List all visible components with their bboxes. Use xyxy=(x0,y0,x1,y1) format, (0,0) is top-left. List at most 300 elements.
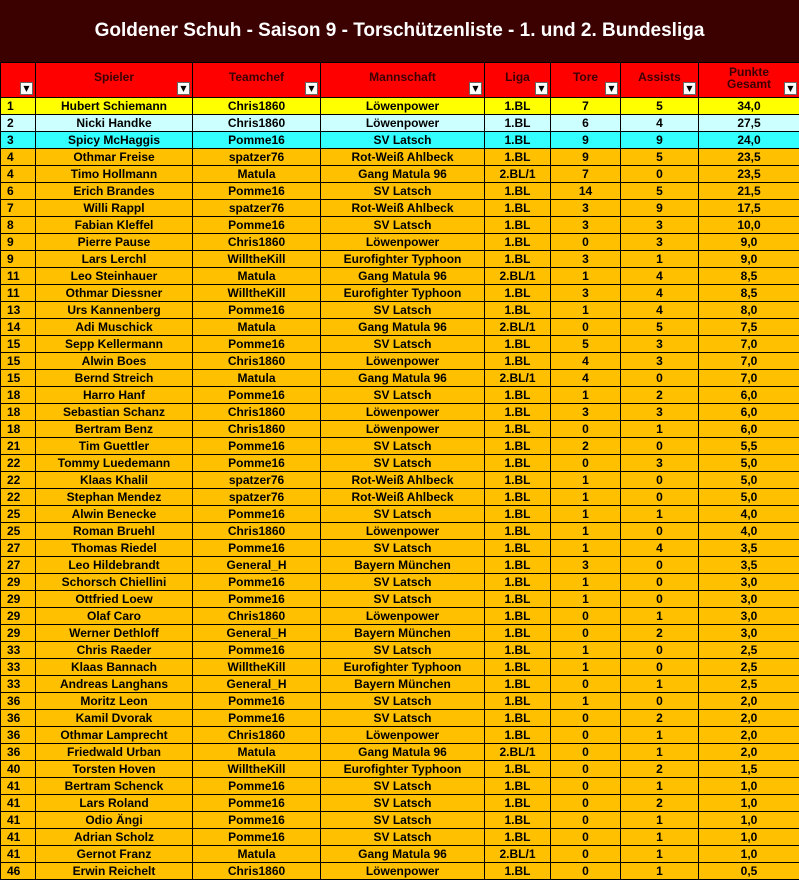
cell-mannschaft: SV Latsch xyxy=(321,132,485,149)
cell-assists: 3 xyxy=(621,404,699,421)
table-row xyxy=(1,149,799,166)
cell-spieler: Bertram Benz xyxy=(36,421,193,438)
cell-punkte: 2,0 xyxy=(699,693,799,710)
cell-assists: 1 xyxy=(621,251,699,268)
cell-tore: 3 xyxy=(551,251,621,268)
cell-liga: 1.BL xyxy=(485,404,551,421)
table-row xyxy=(1,829,799,846)
cell-liga: 1.BL xyxy=(485,812,551,829)
cell-rank: 36 xyxy=(1,710,36,727)
cell-punkte: 4,0 xyxy=(699,523,799,540)
cell-rank: 9 xyxy=(1,251,36,268)
cell-rank: 1 xyxy=(1,98,36,115)
cell-punkte: 5,0 xyxy=(699,489,799,506)
cell-liga: 1.BL xyxy=(485,642,551,659)
cell-tore: 0 xyxy=(551,846,621,863)
cell-teamchef: Matula xyxy=(193,846,321,863)
cell-assists: 3 xyxy=(621,455,699,472)
cell-rank: 29 xyxy=(1,608,36,625)
cell-tore: 3 xyxy=(551,557,621,574)
cell-spieler: Moritz Leon xyxy=(36,693,193,710)
cell-tore: 0 xyxy=(551,234,621,251)
table-row xyxy=(1,353,799,370)
cell-tore: 3 xyxy=(551,200,621,217)
cell-assists: 4 xyxy=(621,115,699,132)
cell-teamchef: Chris1860 xyxy=(193,98,321,115)
table-row xyxy=(1,302,799,319)
table-row xyxy=(1,693,799,710)
cell-teamchef: Chris1860 xyxy=(193,523,321,540)
cell-tore: 4 xyxy=(551,353,621,370)
cell-rank: 6 xyxy=(1,183,36,200)
cell-teamchef: spatzer76 xyxy=(193,472,321,489)
cell-liga: 1.BL xyxy=(485,795,551,812)
cell-assists: 9 xyxy=(621,132,699,149)
cell-teamchef: spatzer76 xyxy=(193,149,321,166)
cell-teamchef: Pomme16 xyxy=(193,829,321,846)
cell-assists: 5 xyxy=(621,98,699,115)
cell-rank: 29 xyxy=(1,625,36,642)
cell-assists: 2 xyxy=(621,387,699,404)
cell-tore: 0 xyxy=(551,710,621,727)
table-row xyxy=(1,812,799,829)
cell-punkte: 17,5 xyxy=(699,200,799,217)
dropdown-arrow-icon[interactable]: ▼ xyxy=(20,82,33,95)
cell-mannschaft: Löwenpower xyxy=(321,234,485,251)
cell-tore: 0 xyxy=(551,727,621,744)
cell-rank: 8 xyxy=(1,217,36,234)
cell-teamchef: Pomme16 xyxy=(193,812,321,829)
cell-liga: 1.BL xyxy=(485,302,551,319)
cell-rank: 15 xyxy=(1,336,36,353)
cell-punkte: 1,0 xyxy=(699,795,799,812)
cell-punkte: 4,0 xyxy=(699,506,799,523)
table-row xyxy=(1,404,799,421)
cell-rank: 41 xyxy=(1,846,36,863)
cell-teamchef: Matula xyxy=(193,319,321,336)
cell-rank: 21 xyxy=(1,438,36,455)
cell-teamchef: Chris1860 xyxy=(193,353,321,370)
header-line: Punkte xyxy=(728,65,769,79)
dropdown-arrow-icon[interactable]: ▼ xyxy=(683,82,696,95)
cell-spieler: Ottfried Loew xyxy=(36,591,193,608)
cell-liga: 1.BL xyxy=(485,727,551,744)
cell-teamchef: WilltheKill xyxy=(193,659,321,676)
cell-rank: 15 xyxy=(1,370,36,387)
table-row xyxy=(1,268,799,285)
cell-assists: 3 xyxy=(621,336,699,353)
cell-mannschaft: Löwenpower xyxy=(321,727,485,744)
cell-liga: 1.BL xyxy=(485,472,551,489)
cell-punkte: 3,0 xyxy=(699,591,799,608)
cell-teamchef: spatzer76 xyxy=(193,489,321,506)
cell-tore: 0 xyxy=(551,625,621,642)
cell-rank: 13 xyxy=(1,302,36,319)
cell-liga: 2.BL/1 xyxy=(485,846,551,863)
table-row xyxy=(1,761,799,778)
header-teamchef: Teamchef ▼ xyxy=(193,63,321,98)
cell-tore: 7 xyxy=(551,166,621,183)
cell-tore: 0 xyxy=(551,319,621,336)
cell-tore: 0 xyxy=(551,455,621,472)
table-row xyxy=(1,574,799,591)
header-tore: Tore ▼ xyxy=(551,63,621,98)
cell-tore: 1 xyxy=(551,472,621,489)
cell-rank: 36 xyxy=(1,727,36,744)
cell-rank: 18 xyxy=(1,404,36,421)
cell-tore: 3 xyxy=(551,404,621,421)
cell-spieler: Alwin Benecke xyxy=(36,506,193,523)
cell-teamchef: Chris1860 xyxy=(193,727,321,744)
cell-rank: 25 xyxy=(1,523,36,540)
cell-punkte: 2,0 xyxy=(699,710,799,727)
cell-rank: 18 xyxy=(1,421,36,438)
cell-punkte: 2,5 xyxy=(699,642,799,659)
cell-tore: 0 xyxy=(551,863,621,880)
cell-tore: 2 xyxy=(551,438,621,455)
cell-mannschaft: Gang Matula 96 xyxy=(321,370,485,387)
cell-liga: 1.BL xyxy=(485,557,551,574)
cell-spieler: Pierre Pause xyxy=(36,234,193,251)
cell-punkte: 7,0 xyxy=(699,370,799,387)
cell-rank: 41 xyxy=(1,778,36,795)
cell-spieler: Lars Lerchl xyxy=(36,251,193,268)
cell-teamchef: Pomme16 xyxy=(193,302,321,319)
cell-assists: 0 xyxy=(621,370,699,387)
header-rank xyxy=(1,63,36,98)
cell-liga: 1.BL xyxy=(485,438,551,455)
cell-spieler: Gernot Franz xyxy=(36,846,193,863)
cell-spieler: Schorsch Chiellini xyxy=(36,574,193,591)
cell-tore: 1 xyxy=(551,302,621,319)
cell-tore: 1 xyxy=(551,693,621,710)
cell-teamchef: Pomme16 xyxy=(193,132,321,149)
table-row xyxy=(1,217,799,234)
cell-liga: 2.BL/1 xyxy=(485,319,551,336)
table-row xyxy=(1,778,799,795)
cell-punkte: 9,0 xyxy=(699,251,799,268)
header-line: Gesamt xyxy=(726,77,772,91)
cell-mannschaft: Bayern München xyxy=(321,625,485,642)
cell-punkte: 34,0 xyxy=(699,98,799,115)
cell-teamchef: Pomme16 xyxy=(193,455,321,472)
header-row xyxy=(1,63,799,98)
cell-punkte: 3,0 xyxy=(699,625,799,642)
cell-mannschaft: Löwenpower xyxy=(321,98,485,115)
cell-assists: 1 xyxy=(621,676,699,693)
cell-rank: 41 xyxy=(1,795,36,812)
cell-rank: 18 xyxy=(1,387,36,404)
cell-teamchef: WilltheKill xyxy=(193,761,321,778)
cell-mannschaft: SV Latsch xyxy=(321,438,485,455)
cell-assists: 2 xyxy=(621,625,699,642)
header-punkte-gesamt xyxy=(699,63,799,98)
cell-mannschaft: Löwenpower xyxy=(321,115,485,132)
cell-teamchef: Matula xyxy=(193,744,321,761)
cell-assists: 0 xyxy=(621,591,699,608)
cell-rank: 29 xyxy=(1,574,36,591)
cell-assists: 5 xyxy=(621,183,699,200)
dropdown-arrow-icon[interactable]: ▼ xyxy=(784,82,797,95)
dropdown-arrow-icon[interactable]: ▼ xyxy=(535,82,548,95)
cell-tore: 0 xyxy=(551,744,621,761)
table-row xyxy=(1,115,799,132)
cell-mannschaft: Löwenpower xyxy=(321,863,485,880)
cell-tore: 1 xyxy=(551,268,621,285)
table-row xyxy=(1,455,799,472)
cell-spieler: Olaf Caro xyxy=(36,608,193,625)
cell-liga: 1.BL xyxy=(485,285,551,302)
cell-spieler: Chris Raeder xyxy=(36,642,193,659)
cell-liga: 1.BL xyxy=(485,863,551,880)
cell-punkte: 23,5 xyxy=(699,166,799,183)
cell-mannschaft: Gang Matula 96 xyxy=(321,166,485,183)
cell-assists: 0 xyxy=(621,523,699,540)
table-row xyxy=(1,591,799,608)
cell-rank: 9 xyxy=(1,234,36,251)
cell-mannschaft: Rot-Weiß Ahlbeck xyxy=(321,489,485,506)
cell-teamchef: Pomme16 xyxy=(193,710,321,727)
cell-teamchef: Chris1860 xyxy=(193,115,321,132)
cell-punkte: 9,0 xyxy=(699,234,799,251)
cell-liga: 1.BL xyxy=(485,353,551,370)
cell-rank: 22 xyxy=(1,455,36,472)
cell-mannschaft: Bayern München xyxy=(321,557,485,574)
cell-liga: 1.BL xyxy=(485,693,551,710)
cell-tore: 9 xyxy=(551,149,621,166)
cell-liga: 1.BL xyxy=(485,336,551,353)
cell-tore: 0 xyxy=(551,761,621,778)
cell-rank: 41 xyxy=(1,812,36,829)
table-row xyxy=(1,98,799,115)
cell-rank: 29 xyxy=(1,591,36,608)
cell-liga: 1.BL xyxy=(485,132,551,149)
cell-liga: 2.BL/1 xyxy=(485,744,551,761)
cell-liga: 1.BL xyxy=(485,421,551,438)
cell-tore: 0 xyxy=(551,778,621,795)
cell-punkte: 23,5 xyxy=(699,149,799,166)
cell-liga: 1.BL xyxy=(485,761,551,778)
cell-assists: 1 xyxy=(621,608,699,625)
cell-mannschaft: SV Latsch xyxy=(321,812,485,829)
cell-spieler: Friedwald Urban xyxy=(36,744,193,761)
cell-liga: 1.BL xyxy=(485,523,551,540)
cell-mannschaft: Löwenpower xyxy=(321,421,485,438)
table-row xyxy=(1,336,799,353)
cell-mannschaft: SV Latsch xyxy=(321,829,485,846)
cell-mannschaft: SV Latsch xyxy=(321,387,485,404)
cell-mannschaft: Löwenpower xyxy=(321,353,485,370)
header-mannschaft: Mannschaft ▼ xyxy=(321,63,485,98)
cell-rank: 11 xyxy=(1,268,36,285)
cell-mannschaft: Gang Matula 96 xyxy=(321,319,485,336)
cell-punkte: 1,0 xyxy=(699,778,799,795)
cell-teamchef: Matula xyxy=(193,268,321,285)
cell-rank: 33 xyxy=(1,659,36,676)
cell-spieler: Erwin Reichelt xyxy=(36,863,193,880)
cell-rank: 4 xyxy=(1,149,36,166)
cell-assists: 1 xyxy=(621,506,699,523)
cell-punkte: 1,0 xyxy=(699,812,799,829)
cell-assists: 0 xyxy=(621,693,699,710)
cell-teamchef: General_H xyxy=(193,625,321,642)
cell-tore: 1 xyxy=(551,591,621,608)
cell-rank: 36 xyxy=(1,744,36,761)
cell-spieler: Thomas Riedel xyxy=(36,540,193,557)
cell-punkte: 1,0 xyxy=(699,846,799,863)
cell-spieler: Bernd Streich xyxy=(36,370,193,387)
cell-teamchef: Chris1860 xyxy=(193,608,321,625)
cell-rank: 3 xyxy=(1,132,36,149)
cell-mannschaft: Eurofighter Typhoon xyxy=(321,761,485,778)
table-row xyxy=(1,710,799,727)
cell-assists: 4 xyxy=(621,268,699,285)
cell-teamchef: Pomme16 xyxy=(193,795,321,812)
cell-liga: 1.BL xyxy=(485,625,551,642)
cell-spieler: Sebastian Schanz xyxy=(36,404,193,421)
cell-punkte: 2,5 xyxy=(699,676,799,693)
cell-mannschaft: Gang Matula 96 xyxy=(321,268,485,285)
cell-punkte: 5,0 xyxy=(699,472,799,489)
cell-teamchef: Pomme16 xyxy=(193,574,321,591)
cell-spieler: Urs Kannenberg xyxy=(36,302,193,319)
table-row xyxy=(1,421,799,438)
table-row xyxy=(1,200,799,217)
cell-liga: 1.BL xyxy=(485,591,551,608)
cell-assists: 2 xyxy=(621,795,699,812)
table-row xyxy=(1,608,799,625)
cell-liga: 1.BL xyxy=(485,659,551,676)
cell-liga: 1.BL xyxy=(485,98,551,115)
cell-teamchef: Pomme16 xyxy=(193,591,321,608)
cell-liga: 1.BL xyxy=(485,115,551,132)
cell-teamchef: Pomme16 xyxy=(193,642,321,659)
table-row xyxy=(1,795,799,812)
cell-punkte: 2,0 xyxy=(699,744,799,761)
cell-tore: 1 xyxy=(551,523,621,540)
cell-tore: 14 xyxy=(551,183,621,200)
cell-assists: 1 xyxy=(621,744,699,761)
cell-punkte: 2,5 xyxy=(699,659,799,676)
table-row xyxy=(1,132,799,149)
table-row xyxy=(1,251,799,268)
cell-assists: 1 xyxy=(621,778,699,795)
cell-tore: 1 xyxy=(551,574,621,591)
cell-spieler: Roman Bruehl xyxy=(36,523,193,540)
cell-assists: 9 xyxy=(621,200,699,217)
cell-teamchef: WilltheKill xyxy=(193,285,321,302)
cell-spieler: Klaas Bannach xyxy=(36,659,193,676)
cell-liga: 1.BL xyxy=(485,506,551,523)
cell-tore: 1 xyxy=(551,506,621,523)
cell-spieler: Othmar Freise xyxy=(36,149,193,166)
cell-mannschaft: Bayern München xyxy=(321,676,485,693)
header-assists: Assists ▼ xyxy=(621,63,699,98)
table-row xyxy=(1,506,799,523)
cell-punkte: 7,0 xyxy=(699,336,799,353)
cell-assists: 1 xyxy=(621,421,699,438)
cell-teamchef: Pomme16 xyxy=(193,217,321,234)
cell-punkte: 6,0 xyxy=(699,404,799,421)
cell-mannschaft: Rot-Weiß Ahlbeck xyxy=(321,200,485,217)
table-row xyxy=(1,744,799,761)
cell-punkte: 24,0 xyxy=(699,132,799,149)
table-row xyxy=(1,659,799,676)
cell-spieler: Alwin Boes xyxy=(36,353,193,370)
cell-mannschaft: Eurofighter Typhoon xyxy=(321,251,485,268)
header-spieler: Spieler ▼ xyxy=(36,63,193,98)
cell-punkte: 8,0 xyxy=(699,302,799,319)
cell-liga: 2.BL/1 xyxy=(485,166,551,183)
cell-assists: 4 xyxy=(621,540,699,557)
cell-tore: 0 xyxy=(551,829,621,846)
dropdown-arrow-icon[interactable]: ▼ xyxy=(605,82,618,95)
cell-spieler: Adrian Scholz xyxy=(36,829,193,846)
table-row xyxy=(1,727,799,744)
cell-assists: 4 xyxy=(621,285,699,302)
cell-punkte: 1,5 xyxy=(699,761,799,778)
cell-spieler: Torsten Hoven xyxy=(36,761,193,778)
cell-spieler: Erich Brandes xyxy=(36,183,193,200)
cell-punkte: 6,0 xyxy=(699,387,799,404)
cell-punkte: 8,5 xyxy=(699,268,799,285)
cell-tore: 9 xyxy=(551,132,621,149)
table-row xyxy=(1,846,799,863)
dropdown-arrow-icon[interactable]: ▼ xyxy=(469,82,482,95)
cell-spieler: Leo Hildebrandt xyxy=(36,557,193,574)
cell-spieler: Bertram Schenck xyxy=(36,778,193,795)
cell-mannschaft: Löwenpower xyxy=(321,523,485,540)
cell-tore: 1 xyxy=(551,387,621,404)
cell-teamchef: Pomme16 xyxy=(193,506,321,523)
cell-teamchef: Chris1860 xyxy=(193,421,321,438)
cell-punkte: 3,0 xyxy=(699,574,799,591)
cell-liga: 1.BL xyxy=(485,829,551,846)
cell-spieler: Klaas Khalil xyxy=(36,472,193,489)
cell-spieler: Harro Hanf xyxy=(36,387,193,404)
cell-punkte: 3,5 xyxy=(699,540,799,557)
dropdown-arrow-icon[interactable]: ▼ xyxy=(305,82,318,95)
table-row xyxy=(1,642,799,659)
cell-assists: 1 xyxy=(621,829,699,846)
cell-rank: 46 xyxy=(1,863,36,880)
cell-assists: 2 xyxy=(621,710,699,727)
table-row xyxy=(1,183,799,200)
cell-teamchef: Matula xyxy=(193,370,321,387)
cell-mannschaft: SV Latsch xyxy=(321,710,485,727)
cell-tore: 3 xyxy=(551,217,621,234)
cell-teamchef: Chris1860 xyxy=(193,404,321,421)
cell-spieler: Spicy McHaggis xyxy=(36,132,193,149)
cell-liga: 1.BL xyxy=(485,778,551,795)
cell-punkte: 6,0 xyxy=(699,421,799,438)
cell-teamchef: spatzer76 xyxy=(193,200,321,217)
dropdown-arrow-icon[interactable]: ▼ xyxy=(177,82,190,95)
table-row xyxy=(1,489,799,506)
cell-spieler: Werner Dethloff xyxy=(36,625,193,642)
cell-rank: 33 xyxy=(1,642,36,659)
cell-mannschaft: Gang Matula 96 xyxy=(321,846,485,863)
cell-mannschaft: SV Latsch xyxy=(321,540,485,557)
cell-rank: 27 xyxy=(1,540,36,557)
cell-teamchef: Chris1860 xyxy=(193,234,321,251)
cell-spieler: Odio Ängi xyxy=(36,812,193,829)
cell-spieler: Willi Rappl xyxy=(36,200,193,217)
cell-assists: 5 xyxy=(621,319,699,336)
cell-assists: 1 xyxy=(621,846,699,863)
cell-teamchef: Matula xyxy=(193,166,321,183)
cell-assists: 4 xyxy=(621,302,699,319)
